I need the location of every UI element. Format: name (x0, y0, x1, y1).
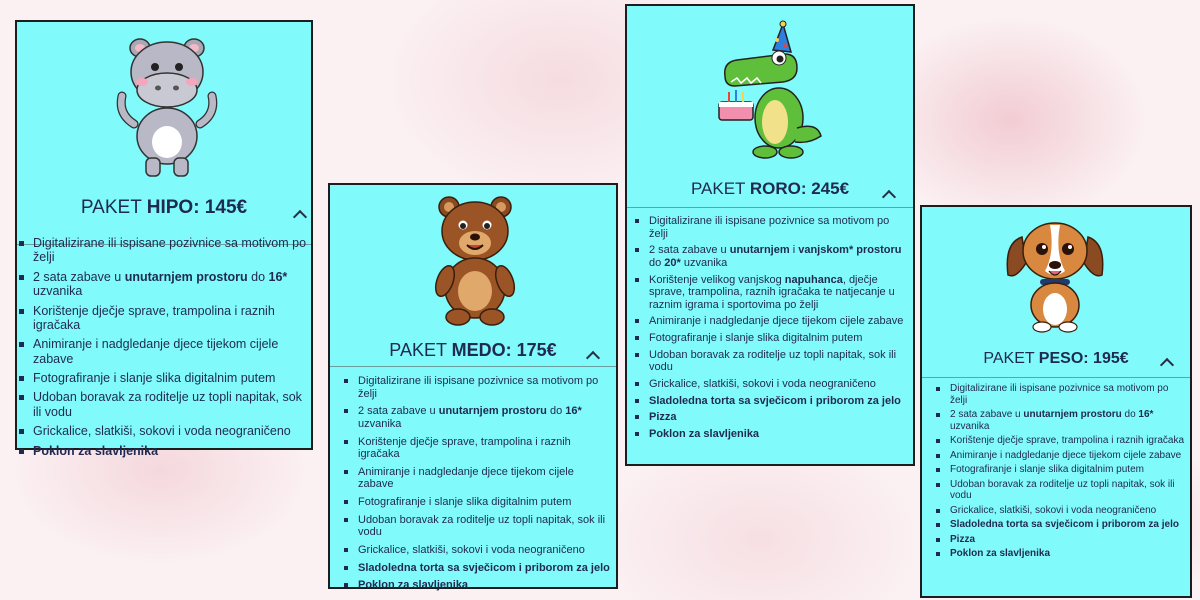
feature-item (344, 466, 610, 491)
feature-text: 16* (565, 405, 582, 418)
hippo-mascot-icon (112, 34, 222, 179)
puppy-mascot-icon (1000, 213, 1110, 333)
feature-text: uzvanika (33, 284, 83, 299)
feature-text: unutarnjem prostoru (124, 269, 248, 284)
feature-text: napuhanca (784, 273, 843, 286)
feature-item (936, 409, 1186, 432)
feature-text: Udoban boravak za roditelje uz topli napitak, sok ili vodu (950, 478, 1175, 501)
divider (627, 207, 913, 208)
feature-item (19, 304, 309, 333)
feature-item (19, 390, 309, 419)
feature-list (344, 375, 610, 597)
feature-text: do (546, 405, 566, 418)
divider (330, 366, 616, 367)
feature-text: Poklon za slavljenika (950, 548, 1051, 559)
feature-text: Sladoledna torta sa svječicom i priborom za jelo (950, 519, 1179, 530)
package-card-medo (328, 183, 618, 592)
package-title: PAKET MEDO: 175€ (389, 340, 557, 360)
feature-text: Digitalizirane ili ispisane pozivnice sa motivom po želji (358, 375, 599, 400)
feature-text: Poklon za slavljenika (33, 443, 159, 458)
feature-item (635, 428, 905, 441)
feature-text: i (789, 244, 799, 257)
feature-text: unutarnjem prostoru (1023, 409, 1122, 420)
feature-text: uzvanika (358, 417, 402, 430)
feature-text: Digitalizirane ili ispisane pozivnice sa motivom po želji (649, 215, 890, 240)
feature-text: Korištenje dječje sprave, trampolina i raznih igračaka (358, 435, 571, 461)
feature-text: uzvanika (680, 256, 728, 269)
package-card-peso (920, 205, 1192, 598)
feature-text: unutarnjem (729, 244, 790, 257)
feature-text: do (247, 269, 269, 284)
feature-item (344, 562, 610, 575)
feature-text: Pizza (649, 411, 677, 424)
feature-text: Animiranje i nadgledanje djece tijekom cijele zabave (950, 449, 1182, 461)
feature-item (936, 548, 1186, 560)
feature-item (936, 464, 1186, 476)
feature-item (936, 479, 1186, 502)
feature-item (635, 332, 905, 345)
feature-text: Animiranje i nadgledanje djece tijekom cijele zabave (649, 315, 904, 328)
feature-item (344, 375, 610, 400)
feature-text: Digitalizirane ili ispisane pozivnice sa motivom po želji (950, 383, 1169, 406)
feature-item (635, 215, 905, 240)
feature-item (19, 337, 309, 366)
feature-text: 2 sata zabave u (649, 244, 730, 257)
feature-item (19, 371, 309, 385)
feature-text: 16* (1138, 409, 1154, 420)
feature-text: Poklon za slavljenika (358, 579, 469, 592)
bear-mascot-icon (425, 193, 525, 328)
feature-text: Korištenje velikog vanjskog (649, 273, 785, 286)
feature-item (344, 579, 610, 592)
feature-text: Sladoledna torta sa svječicom i priborom za jelo (358, 561, 610, 574)
feature-text: Fotografiranje i slanje slika digitalnim putem (358, 496, 572, 509)
feature-text: Digitalizirane ili ispisane pozivnice sa motivom po želji (33, 236, 307, 265)
package-title: PAKET RORO: 245€ (690, 179, 850, 198)
feature-text: Animiranje i nadgledanje djece tijekom cijele zabave (33, 337, 279, 366)
feature-item (19, 236, 309, 265)
feature-text: Udoban boravak za roditelje uz topli napitak, sok ili vodu (358, 513, 606, 539)
feature-item (936, 450, 1186, 462)
feature-text: , dječje sprave, trampolina, raznih igračaka te natjecanje u raznim igrama i sportovima po želji (649, 273, 895, 311)
feature-item (635, 395, 905, 408)
feature-text: vanjskom* prostoru (798, 244, 902, 257)
feature-item (344, 405, 610, 430)
feature-text: Korištenje dječje sprave, trampolina i raznih igračaka (33, 303, 275, 332)
feature-item (936, 383, 1186, 406)
feature-text: 2 sata zabave u (950, 409, 1024, 420)
feature-text: Animiranje i nadgledanje djece tijekom cijele zabave (358, 465, 574, 491)
feature-text: Fotografiranje i slanje slika digitalnim putem (649, 332, 863, 345)
feature-text: do (1121, 409, 1139, 420)
feature-list (19, 236, 309, 463)
feature-item (936, 435, 1186, 447)
feature-list (936, 383, 1186, 563)
feature-item (344, 514, 610, 539)
feature-item (635, 274, 905, 312)
feature-text: Grickalice, slatkiši, sokovi i voda neograničeno (358, 544, 585, 557)
feature-text: 2 sata zabave u (33, 269, 125, 284)
feature-item (936, 505, 1186, 517)
feature-text: 16* (268, 269, 288, 284)
feature-text: Grickalice, slatkiši, sokovi i voda neograničeno (950, 504, 1157, 516)
feature-item (635, 378, 905, 391)
feature-text: Grickalice, slatkiši, sokovi i voda neograničeno (33, 424, 291, 439)
feature-text: Sladoledna torta sa svječicom i priborom za jelo (649, 394, 901, 407)
feature-text: Korištenje dječje sprave, trampolina i raznih igračaka (950, 435, 1185, 446)
feature-item (936, 519, 1186, 531)
feature-item (635, 244, 905, 269)
feature-text: unutarnjem prostoru (438, 405, 547, 418)
feature-text: 20* (664, 256, 681, 269)
package-title: PAKET HIPO: 145€ (80, 197, 248, 218)
feature-item (19, 424, 309, 438)
feature-list (635, 215, 905, 445)
package-card-roro (625, 4, 915, 466)
feature-item (344, 496, 610, 509)
feature-text: Udoban boravak za roditelje uz topli napitak, sok ili vodu (33, 390, 302, 419)
feature-text: Pizza (950, 533, 976, 545)
feature-item (19, 444, 309, 458)
feature-item (635, 315, 905, 328)
package-title: PAKET PESO: 195€ (983, 350, 1129, 367)
crocodile-mascot-icon (715, 18, 825, 160)
feature-text: do (649, 256, 665, 269)
package-card-hipo (15, 20, 313, 458)
feature-item (635, 349, 905, 374)
divider (922, 377, 1190, 378)
feature-text: uzvanika (950, 420, 990, 432)
feature-item (344, 544, 610, 557)
feature-text: Poklon za slavljenika (649, 427, 760, 440)
feature-item (19, 270, 309, 299)
feature-item (936, 534, 1186, 546)
feature-text: Fotografiranje i slanje slika digitalnim putem (950, 464, 1144, 475)
feature-item (344, 436, 610, 461)
feature-text: Fotografiranje i slanje slika digitalnim putem (33, 371, 276, 385)
feature-item (635, 411, 905, 424)
feature-text: Udoban boravak za roditelje uz topli napitak, sok ili vodu (649, 348, 897, 374)
feature-text: 2 sata zabave u (358, 405, 439, 418)
feature-text: Grickalice, slatkiši, sokovi i voda neograničeno (649, 378, 876, 391)
